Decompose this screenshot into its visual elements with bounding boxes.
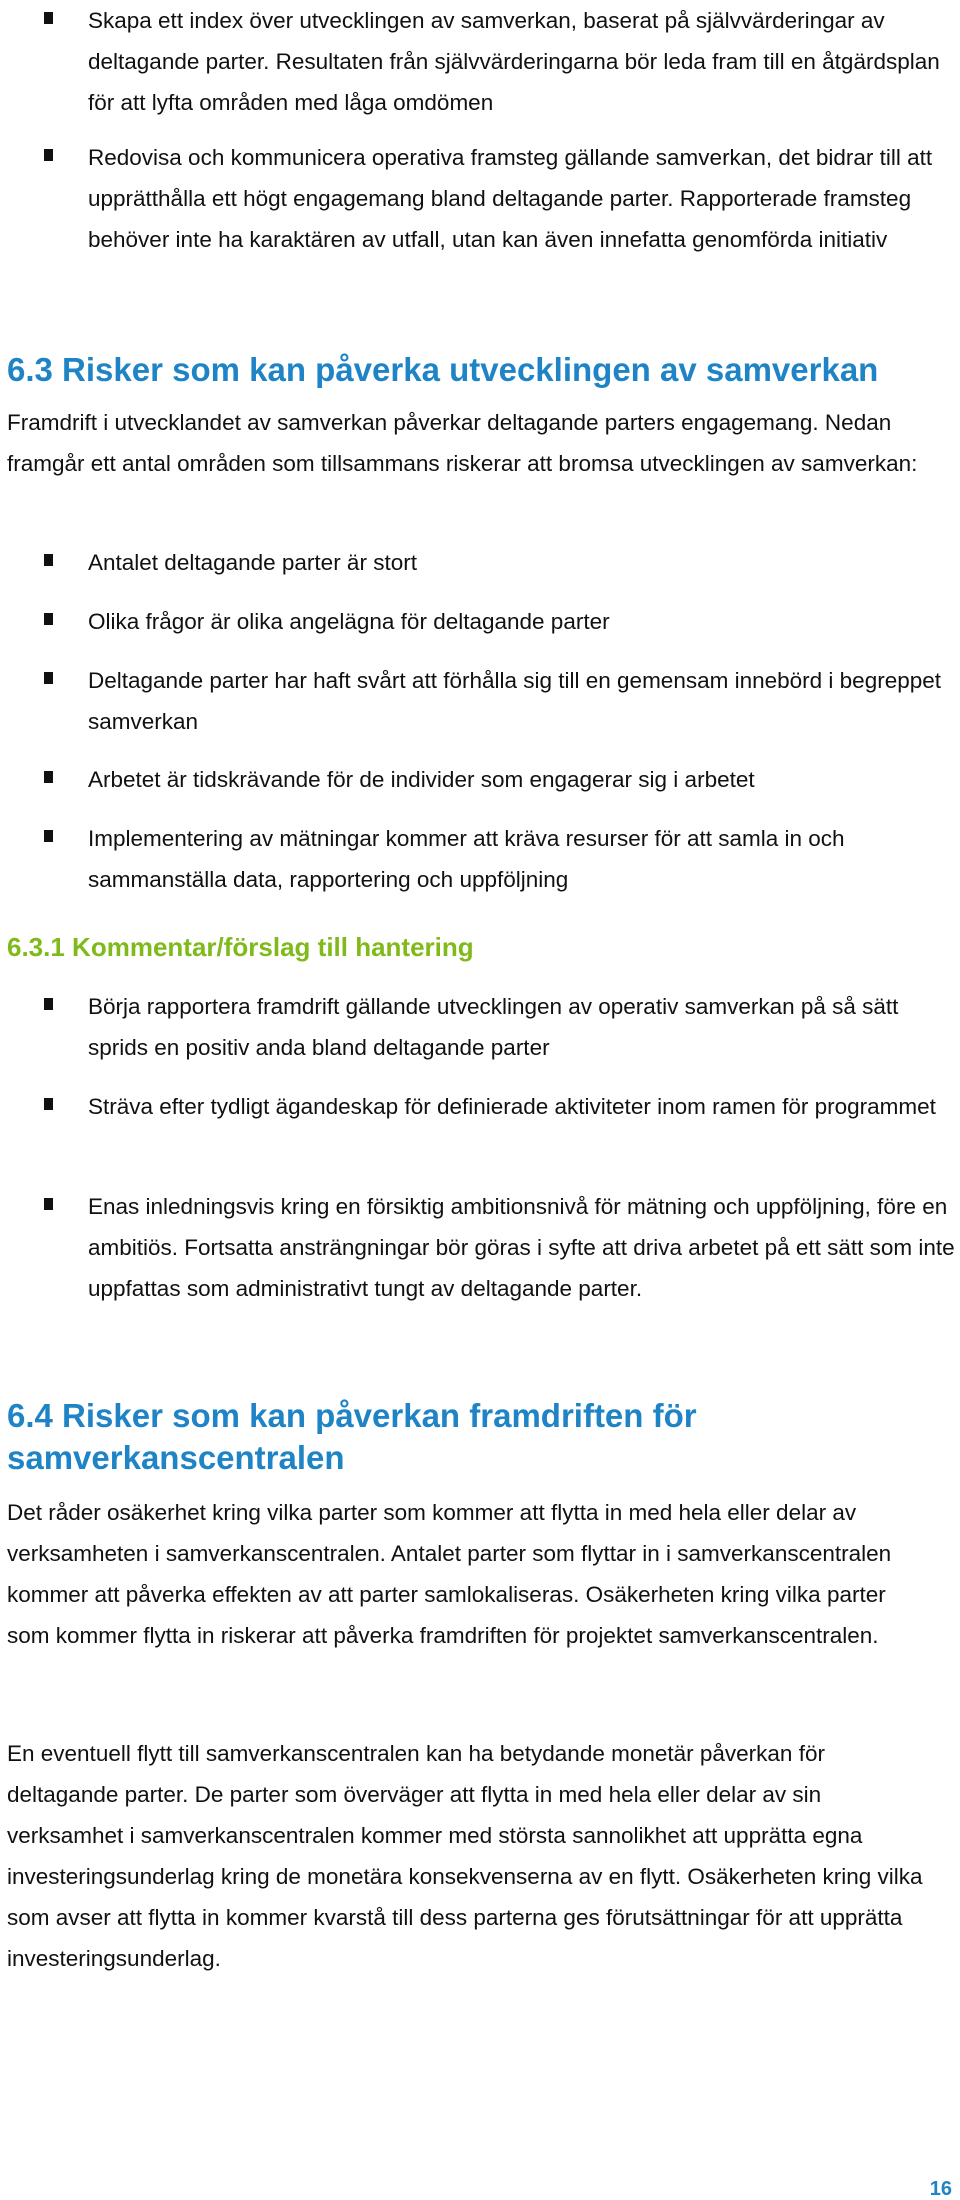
list-item-text: Sträva efter tydligt ägandeskap för definierade aktiviteter inom ramen för programmet	[88, 1094, 936, 1119]
list-item	[7, 660, 955, 742]
list-item	[7, 542, 955, 583]
list-item	[7, 818, 955, 900]
list-item-text: Arbetet är tidskrävande för de individer som engagerar sig i arbetet	[88, 767, 755, 792]
paragraph: Det råder osäkerhet kring vilka parter som kommer att flytta in med hela eller delar av verksamheten i samverkanscentralen. Antalet parter som flyttar in i samverkanscentralen kommer att påverka effekten av att parter samlokaliseras. Osäkerheten kring vilka parter som kommer flytta in riskerar att påverka framdriften för projektet samverkanscentralen.	[7, 1500, 892, 1648]
subsection-heading-6-3-1: 6.3.1 Kommentar/förslag till hantering	[7, 932, 474, 962]
section-number: 6.3	[7, 351, 53, 388]
list-item-text: Börja rapportera framdrift gällande utvecklingen av operativ samverkan på så sätt sprids en positiv anda bland deltagande parter	[88, 994, 899, 1060]
square-bullet-icon	[44, 672, 53, 684]
square-bullet-icon	[44, 149, 53, 161]
list-item-text: Implementering av mätningar kommer att kräva resurser för att samla in och sammanställa data, rapportering och uppföljning	[88, 826, 845, 892]
list-item-text: Olika frågor är olika angelägna för deltagande parter	[88, 609, 610, 634]
section-heading-6-3	[7, 349, 955, 391]
list-item	[7, 0, 955, 123]
square-bullet-icon	[44, 613, 53, 625]
list-item-text: Enas inledningsvis kring en försiktig ambitionsnivå för mätning och uppföljning, före en ambitiös. Fortsatta ansträngningar bör göras i syfte att driva arbetet på ett sätt som inte uppfattas som administrativt tungt av deltagande parter.	[88, 1194, 955, 1301]
page-number: 16	[929, 2178, 952, 2200]
section-heading-6-4	[7, 1395, 807, 1479]
section-title: Risker som kan påverka utvecklingen av samverkan	[62, 351, 879, 388]
square-bullet-icon	[44, 1198, 53, 1210]
list-item	[7, 1186, 955, 1309]
list-item	[7, 1086, 955, 1127]
list-item-text: Antalet deltagande parter är stort	[88, 550, 417, 575]
list-item	[7, 601, 955, 642]
list-item	[7, 137, 955, 260]
section-intro: Framdrift i utvecklandet av samverkan påverkar deltagande parters engagemang. Nedan framgår ett antal områden som tillsammans riskerar att bromsa utvecklingen av samverkan:	[7, 410, 918, 476]
square-bullet-icon	[44, 12, 53, 24]
list-item-text: Deltagande parter har haft svårt att förhålla sig till en gemensam innebörd i begreppet samverkan	[88, 668, 942, 734]
square-bullet-icon	[44, 1098, 53, 1110]
list-item-text: Redovisa och kommunicera operativa framsteg gällande samverkan, det bidrar till att upprätthålla ett högt engagemang bland deltagande parter. Rapporterade framsteg behöver inte ha karaktären av utfall, utan kan även innefatta genomförda initiativ	[88, 145, 933, 252]
section-number: 6.4	[7, 1397, 53, 1434]
list-item-text: Skapa ett index över utvecklingen av samverkan, baserat på självvärderingar av deltagande parter. Resultaten från självvärderingarna bör leda fram till en åtgärdsplan för att lyfta områden med låga omdömen	[88, 8, 940, 115]
list-item	[7, 759, 955, 800]
square-bullet-icon	[44, 771, 53, 783]
square-bullet-icon	[44, 554, 53, 566]
paragraph: En eventuell flytt till samverkanscentralen kan ha betydande monetär påverkan för deltagande parter. De parter som överväger att flytta in med hela eller delar av sin verksamhet i samverkanscentralen kommer med största sannolikhet att upprätta egna investeringsunderlag kring de monetära konsekvenserna av en flytt. Osäkerheten kring vilka som avser att flytta in kommer kvarstå till dess parterna ges förutsättningar för att upprätta investeringsunderlag.	[7, 1741, 923, 1971]
section-title: Risker som kan påverkan framdriften för samverkanscentralen	[7, 1397, 697, 1476]
square-bullet-icon	[44, 830, 53, 842]
square-bullet-icon	[44, 998, 53, 1010]
list-item	[7, 986, 955, 1068]
